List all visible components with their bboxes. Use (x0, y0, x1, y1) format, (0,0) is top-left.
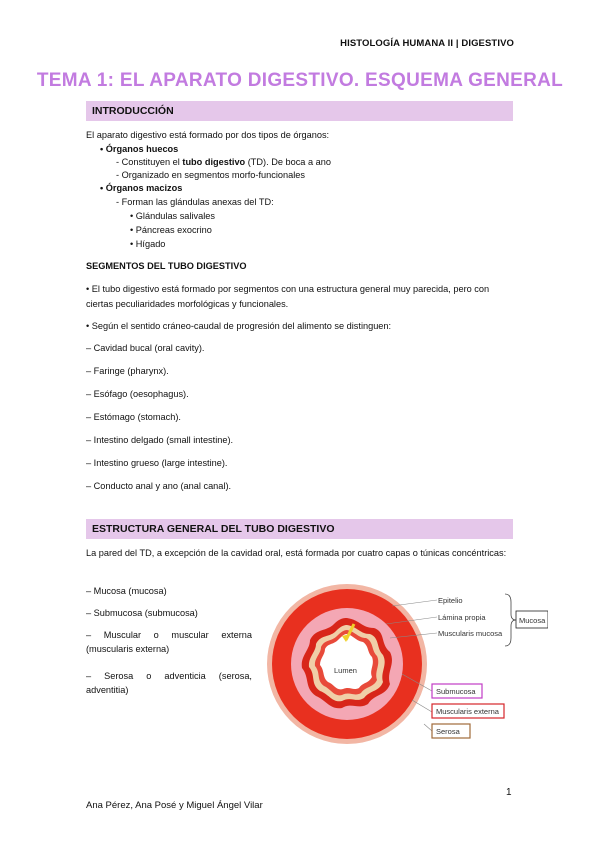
segments-paragraph-2: • Según el sentido cráneo-caudal de progresión del alimento se distinguen: (86, 321, 392, 331)
epitelio-label: Epitelio (438, 596, 463, 605)
leader-line (424, 724, 432, 731)
section-heading-estructura: ESTRUCTURA GENERAL DEL TUBO DIGESTIVO (86, 519, 513, 539)
segment-item: – Cavidad bucal (oral cavity). (86, 343, 205, 353)
layer-item: – Muscular o muscular externa (muscularis externa) (86, 630, 252, 654)
page-title: TEMA 1: EL APARATO DIGESTIVO. ESQUEMA GENERAL (36, 70, 564, 91)
hollow-organs-item-2: - Organizado en segmentos morfo-funcionales (116, 170, 305, 180)
hollow-organs-item-1: - Constituyen el tubo digestivo (TD). De boca a ano (116, 157, 331, 167)
muscularis-externa-label: Muscularis externa (436, 707, 499, 716)
segment-item: – Intestino delgado (small intestine). (86, 435, 234, 445)
digestive-tube-diagram (262, 576, 548, 760)
mucosa-label: Mucosa (519, 616, 546, 625)
layer-item: – Submucosa (submucosa) (86, 608, 198, 618)
lamina-propia-label: Lámina propia (438, 613, 486, 622)
intro-lead: El aparato digestivo está formado por dos tipos de órganos: (86, 130, 330, 140)
gland-item: • Hígado (130, 239, 166, 249)
hollow-organs-title: • Órganos huecos (100, 144, 179, 154)
segment-item: – Estómago (stomach). (86, 412, 181, 422)
segment-item: – Conducto anal y ano (anal canal). (86, 481, 232, 491)
segment-item: – Intestino grueso (large intestine). (86, 458, 228, 468)
muscularis-mucosa-label: Muscularis mucosa (438, 629, 503, 638)
serosa-label: Serosa (436, 727, 460, 736)
mucosa-bracket (505, 594, 516, 646)
page-number: 1 (506, 787, 512, 798)
layer-item: – Serosa o adventicia (serosa, adventitia) (86, 671, 252, 695)
solid-organs-title: • Órganos macizos (100, 183, 183, 193)
section-heading-introduccion: INTRODUCCIÓN (86, 101, 513, 121)
gland-item: • Páncreas exocrino (130, 225, 212, 235)
segments-paragraph-1: • El tubo digestivo está formado por segmentos con una estructura general muy parecida, pero con ciertas peculiaridades morfológicas y funcionales. (86, 284, 490, 309)
page-header: HISTOLOGÍA HUMANA II | DIGESTIVO (340, 38, 514, 49)
structure-paragraph: La pared del TD, a excepción de la cavidad oral, está formada por cuatro capas o túnicas concéntricas: (86, 548, 507, 558)
page-footer: Ana Pérez, Ana Posé y Miguel Ángel Vilar (86, 800, 263, 811)
segments-heading: SEGMENTOS DEL TUBO DIGESTIVO (86, 261, 247, 271)
submucosa-label: Submucosa (436, 687, 476, 696)
segment-item: – Faringe (pharynx). (86, 366, 169, 376)
segment-item: – Esófago (oesophagus). (86, 389, 189, 399)
lumen-label: Lumen (334, 666, 357, 675)
solid-organs-item-1: - Forman las glándulas anexas del TD: (116, 197, 274, 207)
layer-item: – Mucosa (mucosa) (86, 586, 167, 596)
gland-item: • Glándulas salivales (130, 211, 215, 221)
